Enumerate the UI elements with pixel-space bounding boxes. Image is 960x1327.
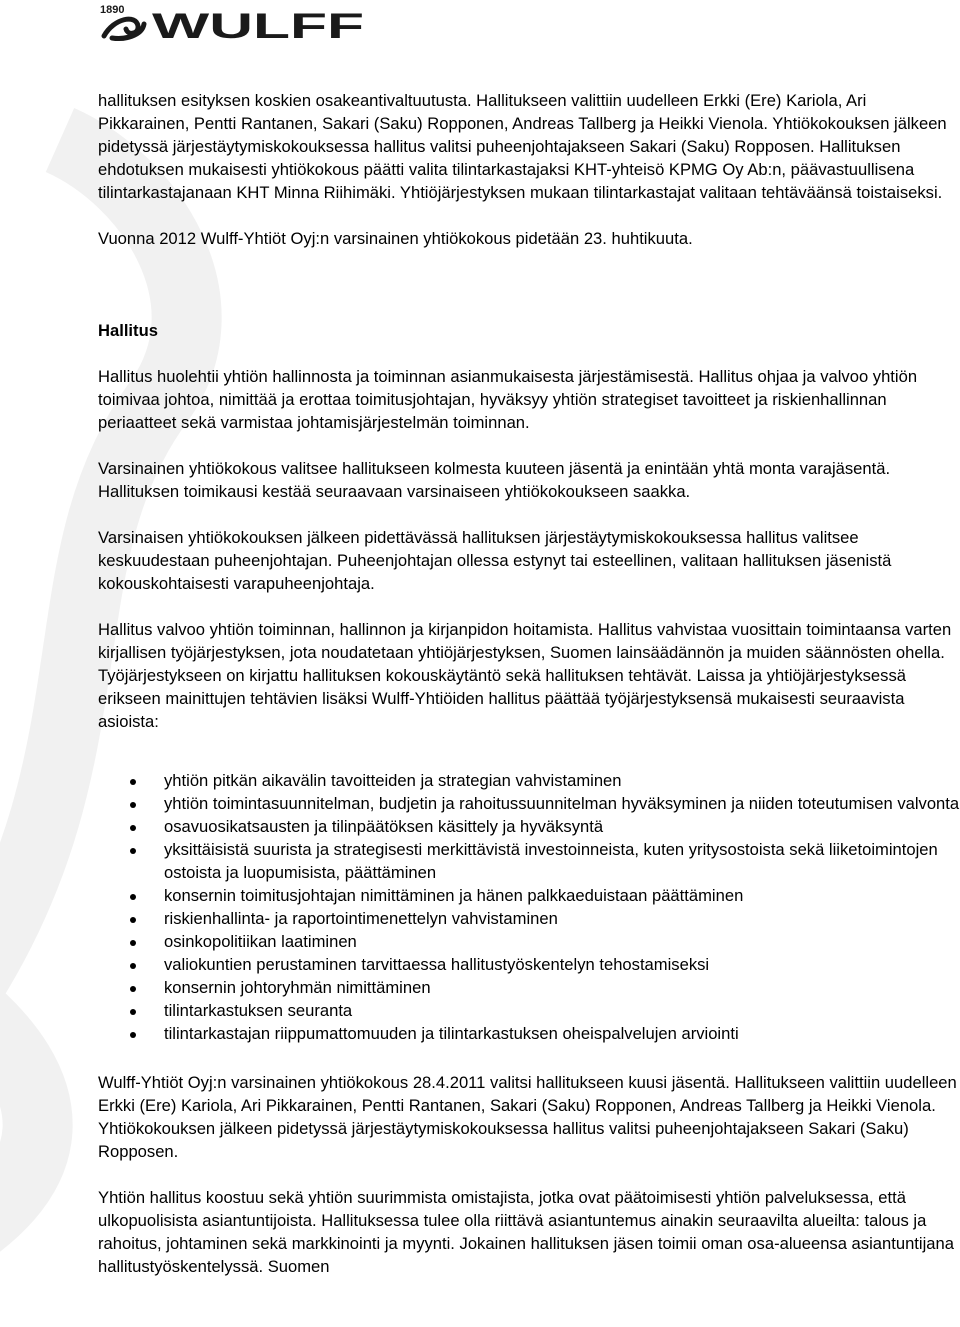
list-item: yhtiön toimintasuunnitelman, budjetin ja rahoitussuunnitelman hyväksyminen ja niiden toteutumisen valvonta	[98, 792, 960, 815]
logo-year: 1890	[100, 4, 125, 16]
paragraph-board-composition: Varsinainen yhtiökokous valitsee hallitukseen kolmesta kuuteen jäsentä ja enintään yhtä monta varajäsentä. Hallituksen toimikausi kestää seuraavaan varsinaiseen yhtiökokoukseen saakka.	[98, 459, 891, 501]
list-item: yksittäisistä suurista ja strategisesti merkittävistä investoinneista, kuten yritysostoista sekä liiketoimintojen ostoista ja luopumisista, päättäminen	[98, 838, 960, 884]
paragraph-board-members-2011: Wulff-Yhtiöt Oyj:n varsinainen yhtiökokous 28.4.2011 valitsi hallitukseen kuusi jäsentä. Hallitukseen valittiin uudelleen Erkki (Ere) Kariola, Ari Pikkarainen, Pentti Rantanen, Sakari (Saku) Ropponen, Andreas Tallberg ja Heikki Vienola. Yhtiökokouksen jälkeen pidetyssä järjestäytymiskokouksessa hallitus valitsi puheenjohtajakseen Sakari (Saku) Ropposen.	[98, 1073, 957, 1161]
paragraph-board-duties: Hallitus huolehtii yhtiön hallinnosta ja toiminnan asianmukaisesta järjestämisestä. Hallitus ohjaa ja valvoo yhtiön toimivaa johtoa, nimittää ja erottaa toimitusjohtajan, hyväksyy yhtiön strategiset tavoitteet ja riskienhallinnan periaatteet sekä varmistaa johtamisjärjestelmän toiminnan.	[98, 367, 918, 432]
list-item: konsernin johtoryhmän nimittäminen	[98, 976, 960, 999]
list-item: valiokuntien perustaminen tarvittaessa hallitustyöskentelyn tehostamiseksi	[98, 953, 960, 976]
paragraph-chairman-election: Varsinaisen yhtiökokouksen jälkeen pidettävässä hallituksen järjestäytymiskokouksessa hallitus valitsee keskuudestaan puheenjohtajan. Puheenjohtajan ollessa estynyt tai esteellinen, valitaan hallituksen jäsenistä kokouskohtaisesti varapuheenjohtaja.	[98, 528, 892, 593]
list-item: osavuosikatsausten ja tilinpäätöksen käsittely ja hyväksyntä	[98, 815, 960, 838]
list-item: osinkopolitiikan laatiminen	[98, 930, 960, 953]
paragraph-board-supervision: Hallitus valvoo yhtiön toiminnan, hallinnon ja kirjanpidon hoitamista. Hallitus vahvistaa vuosittain toimintaansa varten kirjallisen työjärjestyksen, jota noudatetaan yhtiöjärjestyksen, Suomen lainsäädännön ja muiden säännösten ohella. Työjärjestykseen on kirjattu hallituksen kokouskäytäntö sekä hallituksen tehtävät. Laissa ja yhtiöjärjestyksessä erikseen mainittujen tehtävien lisäksi Wulff-Yhtiöiden hallitus päättää työjärjestyksensä mukaisesti seuraavista asioista:	[98, 620, 952, 731]
board-tasks-list	[98, 769, 960, 1045]
section-heading-hallitus: Hallitus	[98, 321, 158, 340]
list-item: yhtiön pitkän aikavälin tavoitteiden ja strategian vahvistaminen	[98, 769, 960, 792]
logo-wordmark: WULFF	[152, 7, 364, 42]
list-item: konsernin toimitusjohtajan nimittäminen ja hänen palkkaeduistaan päättäminen	[98, 884, 960, 907]
paragraph-agm-2012: Vuonna 2012 Wulff-Yhtiöt Oyj:n varsinainen yhtiökokous pidetään 23. huhtikuuta.	[98, 229, 693, 248]
document-body	[98, 89, 960, 1278]
paragraph-board-expertise: Yhtiön hallitus koostuu sekä yhtiön suurimmista omistajista, jotka ovat päätoimisesti yhtiön palveluksessa, että ulkopuolisista asiantuntijoista. Hallituksessa tulee olla riittävä asiantuntemus ainakin seuraavilta alueilta: talous ja rahoitus, johtaminen sekä markkinointi ja myynti. Jokainen hallituksen jäsen toimii oman osa-alueensa asiantuntijana hallitustyöskentelyssä. Suomen	[98, 1188, 954, 1276]
list-item: tilintarkastuksen seuranta	[98, 999, 960, 1022]
logo-swirl-icon	[104, 19, 144, 38]
paragraph-agm-results: hallituksen esityksen koskien osakeantivaltuutusta. Hallitukseen valittiin uudelleen Erkki (Ere) Kariola, Ari Pikkarainen, Pentti Rantanen, Sakari (Saku) Ropponen, Andreas Tallberg ja Heikki Vienola. Yhtiökokouksen jälkeen pidetyssä järjestäytymiskokouksessa hallitus valitsi puheenjohtajakseen Sakari (Saku) Ropposen. Hallituksen ehdotuksen mukaisesti yhtiökokous päätti valita tilintarkastajaksi KHT-yhteisö KPMG Oy Ab:n, päävastuullisena tilintarkastajanaan KHT Minna Riihimäki. Yhtiöjärjestyksen mukaan tilintarkastajat valitaan tehtäväänsä toistaiseksi.	[98, 91, 947, 202]
list-item: riskienhallinta- ja raportointimenettelyn vahvistaminen	[98, 907, 960, 930]
company-logo	[98, 2, 378, 42]
list-item: tilintarkastajan riippumattomuuden ja tilintarkastuksen oheispalvelujen arviointi	[98, 1022, 960, 1045]
